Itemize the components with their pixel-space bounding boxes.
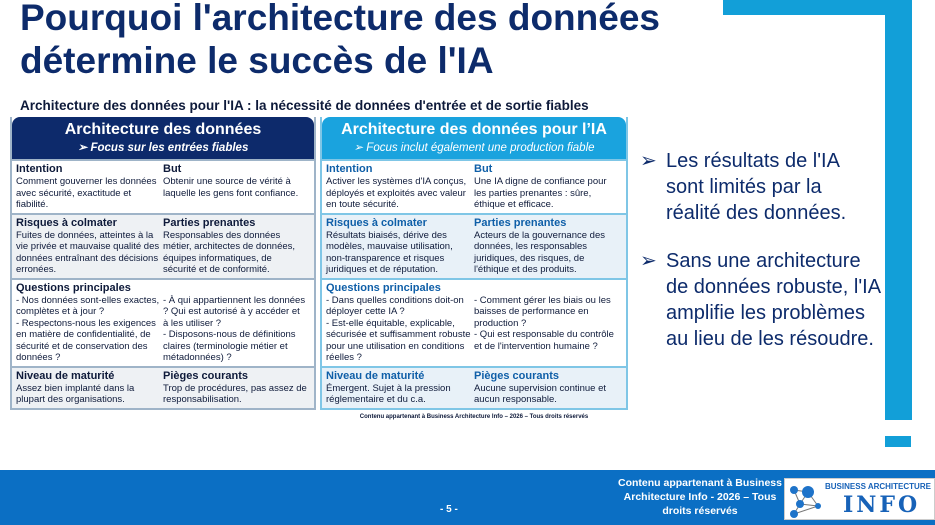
table-title: Architecture des données	[64, 121, 262, 138]
decor-bar-small	[885, 436, 911, 447]
cell-right	[163, 370, 310, 406]
decor-bar-right	[885, 0, 912, 420]
title-line-2: détermine le succès de l'IA	[20, 40, 494, 81]
cell-label: Pièges courants	[474, 369, 559, 382]
title-line-1: Pourquoi l'architecture des données	[20, 0, 660, 38]
cell-left	[16, 282, 163, 364]
arrow-icon: ➢	[640, 150, 657, 172]
cell-right	[474, 370, 622, 406]
key-points	[640, 148, 880, 374]
table-header	[322, 117, 626, 159]
cell-text: Une IA digne de confiance pour les parties prenantes : sûre, éthique et efficace.	[474, 176, 607, 210]
cell-text: Activer les systèmes d'IA conçus, déployés et exploités avec valeur en toute sécurité.	[326, 176, 467, 210]
cell-right	[474, 163, 622, 211]
cell-label: Parties prenantes	[163, 216, 256, 229]
cell-text: Aucune supervision continue et aucun responsable.	[474, 382, 607, 405]
cell-right	[163, 282, 310, 364]
bullet-text: Les résultats de l'IA sont limités par la réalité des données.	[666, 150, 847, 224]
table-row	[322, 159, 626, 213]
logo-text-top: BUSINESS ARCHITECTURE	[825, 482, 931, 491]
table-row	[12, 159, 314, 213]
cell-text: - Nos données sont-elles exactes, complètes et à jour ? - Respectons-nous les exigences en matière de confidentialité, de sécurité et de conservation des données ?	[16, 294, 160, 363]
cell-text: Responsables des données métier, architectes de données, équipes informatiques, de sécurité et de conformité.	[163, 229, 296, 275]
cell-label: Intention	[16, 163, 63, 175]
cell-text: - Dans quelles conditions doit-on déployer cette IA ? - Est-elle équitable, explicable, sécurisée et suffisamment robuste pour une utilisation en conditions réelles ?	[326, 294, 471, 363]
cell-left	[16, 163, 163, 211]
table-row	[322, 213, 626, 278]
left-column	[10, 117, 316, 410]
cell-label: Pièges courants	[163, 369, 248, 382]
right-column	[320, 117, 628, 421]
bullet-text: Sans une architecture de données robuste, l'IA amplifie les problèmes au lieu de les résoudre.	[666, 250, 880, 350]
table-header	[12, 117, 314, 159]
cell-left	[326, 217, 474, 276]
footer	[0, 470, 935, 525]
cell-text: - À qui appartiennent les données ? Qui est autorisé à y accéder et à les utiliser ? - Disposons-nous de définitions claires (terminologie métier et métadonnées) ?	[163, 294, 306, 363]
cell-text: - Comment gérer les biais ou les baisses de performance en production ? - Qui est responsable du contrôle et de l'intervention humaine ?	[474, 294, 614, 352]
cell-label: Risques à colmater	[326, 216, 427, 229]
cell-label: Risques à colmater	[16, 216, 117, 229]
cell-label: But	[474, 163, 493, 175]
cell-label: Questions principales	[16, 281, 131, 294]
subtitle: Architecture des données pour l'IA : la nécessité de données d'entrée et de sortie fiables	[20, 98, 589, 113]
cell-right	[474, 217, 622, 276]
table-row	[12, 213, 314, 278]
cell-text: Résultats biaisés, dérive des modèles, mauvaise utilisation, non-transparence et risques juridiques et de réputation.	[326, 229, 453, 275]
cell-text: Comment gouverner les données avec sécurité, exactitude et fiabilité.	[16, 176, 157, 210]
page-title	[20, 0, 720, 82]
cell-left	[326, 282, 474, 364]
table-title: Architecture des données pour l’IA	[341, 121, 607, 138]
cell-label: Niveau de maturité	[16, 369, 115, 382]
cell-right	[163, 163, 310, 211]
cell-left	[326, 370, 474, 406]
table-row	[12, 366, 314, 408]
cell-label: Questions principales	[326, 281, 441, 294]
cell-text: Acteurs de la gouvernance des données, les responsables juridiques, des risques, de l'éthique et des produits.	[474, 229, 605, 275]
cell-text: Fuites de données, atteintes à la vie privée et mauvaise qualité des données entraînant des décisions erronées.	[16, 229, 160, 275]
logo-text-main: INFO	[843, 492, 921, 518]
cell-left	[16, 370, 163, 406]
bullet-item	[640, 248, 880, 352]
table-credit: Contenu appartenant à Business Architecture Info – 2026 – Tous droits réservés	[359, 413, 589, 420]
table-focus: ➢ Focus sur les entrées fiables	[77, 142, 249, 154]
table-data-architecture	[10, 117, 316, 410]
cell-right	[163, 217, 310, 276]
cell-text: Assez bien implanté dans la plupart des organisations.	[16, 382, 135, 405]
cell-label: Intention	[326, 163, 373, 175]
cell-text: Trop de procédures, pas assez de responsabilisation.	[163, 382, 307, 405]
cell-label: But	[163, 163, 182, 175]
table-data-architecture-ai	[320, 117, 628, 410]
cell-left	[16, 217, 163, 276]
cell-label: Parties prenantes	[474, 216, 567, 229]
arrow-icon: ➢	[640, 250, 657, 272]
decor-bar-top	[723, 0, 912, 15]
cell-text: Émergent. Sujet à la pression réglementaire et du c.a.	[326, 382, 451, 405]
page-number: - 5 -	[440, 504, 458, 515]
bullet-item	[640, 148, 880, 226]
network-icon	[786, 480, 824, 520]
table-row	[12, 278, 314, 366]
footer-copyright: Contenu appartenant à Business Architecture Info - 2026 – Tous droits réservés	[618, 477, 782, 517]
logo	[784, 478, 935, 520]
table-row	[322, 278, 626, 366]
table-row	[322, 366, 626, 408]
table-focus: ➢ Focus inclut également une production fiable	[353, 142, 595, 154]
cell-left	[326, 163, 474, 211]
cell-right	[474, 282, 622, 364]
cell-label: Niveau de maturité	[326, 369, 425, 382]
cell-text: Obtenir une source de vérité à laquelle les gens font confiance.	[163, 176, 299, 199]
